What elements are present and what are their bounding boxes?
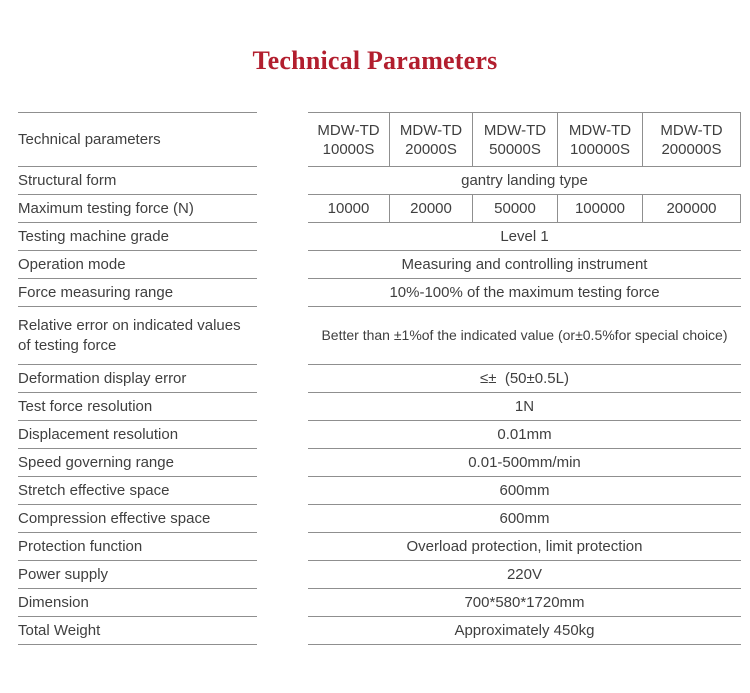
page-title: Technical Parameters xyxy=(252,46,498,75)
column-gap xyxy=(257,449,308,477)
column-gap xyxy=(257,393,308,421)
column-gap xyxy=(257,307,308,365)
row-value: 0.01-500mm/min xyxy=(308,449,741,477)
model-column xyxy=(473,113,558,166)
table-row xyxy=(18,561,741,589)
model-code: 20000S xyxy=(405,140,457,158)
row-value: Better than ±1%of the indicated value (or±0.5%for special choice) xyxy=(308,307,741,365)
row-value: 1N xyxy=(308,393,741,421)
model-name: MDW-TD xyxy=(660,121,723,139)
row-value: 0.01mm xyxy=(308,421,741,449)
table-row xyxy=(18,421,741,449)
force-value-cell: 20000 xyxy=(390,195,473,222)
force-value-cells xyxy=(308,195,741,223)
model-code: 200000S xyxy=(661,140,722,158)
row-label: Structural form xyxy=(18,167,257,195)
column-gap xyxy=(257,251,308,279)
table-row xyxy=(18,307,741,365)
row-label: Test force resolution xyxy=(18,393,257,421)
model-name: MDW-TD xyxy=(317,121,380,139)
row-label: Dimension xyxy=(18,589,257,617)
row-value: Level 1 xyxy=(308,223,741,251)
table-row xyxy=(18,365,741,393)
column-gap xyxy=(257,223,308,251)
model-name: MDW-TD xyxy=(399,121,463,139)
row-value: 600mm xyxy=(308,505,741,533)
row-label: Force measuring range xyxy=(18,279,257,307)
header-label: Technical parameters xyxy=(18,112,257,167)
column-gap xyxy=(257,477,308,505)
table-row xyxy=(18,505,741,533)
row-label: Displacement resolution xyxy=(18,421,257,449)
row-value: 220V xyxy=(308,561,741,589)
row-label: Power supply xyxy=(18,561,257,589)
model-code: 50000S xyxy=(489,140,541,158)
table-row xyxy=(18,477,741,505)
force-value-cell: 200000 xyxy=(643,195,741,222)
force-value-cell: 100000 xyxy=(558,195,643,222)
row-value: ≤± (50±0.5L) xyxy=(308,365,741,393)
column-gap xyxy=(257,167,308,195)
model-code: 100000S xyxy=(569,140,631,158)
force-value-cell: 10000 xyxy=(308,195,390,222)
row-label: Speed governing range xyxy=(18,449,257,477)
table-row xyxy=(18,617,741,645)
model-column xyxy=(643,113,741,166)
column-gap xyxy=(257,279,308,307)
row-value: 600mm xyxy=(308,477,741,505)
row-value: Overload protection, limit protection xyxy=(308,533,741,561)
row-value: 10%-100% of the maximum testing force xyxy=(308,279,741,307)
row-value: 700*580*1720mm xyxy=(308,589,741,617)
spec-table xyxy=(18,112,741,645)
column-gap xyxy=(257,533,308,561)
column-gap xyxy=(257,365,308,393)
model-code: 10000S xyxy=(322,140,375,158)
model-name: MDW-TD xyxy=(568,121,632,139)
row-label: Stretch effective space xyxy=(18,477,257,505)
table-row xyxy=(18,167,741,195)
column-gap xyxy=(257,195,308,223)
table-row xyxy=(18,223,741,251)
table-row xyxy=(18,449,741,477)
row-label: Protection function xyxy=(18,533,257,561)
row-label: Testing machine grade xyxy=(18,223,257,251)
column-gap xyxy=(257,561,308,589)
column-gap xyxy=(257,505,308,533)
table-row xyxy=(18,279,741,307)
row-label: Operation mode xyxy=(18,251,257,279)
model-columns xyxy=(308,112,741,167)
column-gap xyxy=(257,421,308,449)
table-row xyxy=(18,393,741,421)
row-value: Approximately 450kg xyxy=(308,617,741,645)
row-value: Measuring and controlling instrument xyxy=(308,251,741,279)
table-row xyxy=(18,195,741,223)
force-value-cell: 50000 xyxy=(473,195,558,222)
row-label: Total Weight xyxy=(18,617,257,645)
column-gap xyxy=(257,112,308,167)
table-header-row xyxy=(18,112,741,167)
table-row xyxy=(18,589,741,617)
row-value: gantry landing type xyxy=(308,167,741,195)
table-row xyxy=(18,533,741,561)
model-column xyxy=(308,113,390,166)
row-label: Relative error on indicated values of testing force xyxy=(18,307,257,365)
row-label: Deformation display error xyxy=(18,365,257,393)
row-label: Compression effective space xyxy=(18,505,257,533)
row-label: Maximum testing force (N) xyxy=(18,195,257,223)
model-column xyxy=(390,113,473,166)
model-name: MDW-TD xyxy=(483,121,547,139)
column-gap xyxy=(257,617,308,645)
table-row xyxy=(18,251,741,279)
model-column xyxy=(558,113,643,166)
column-gap xyxy=(257,589,308,617)
